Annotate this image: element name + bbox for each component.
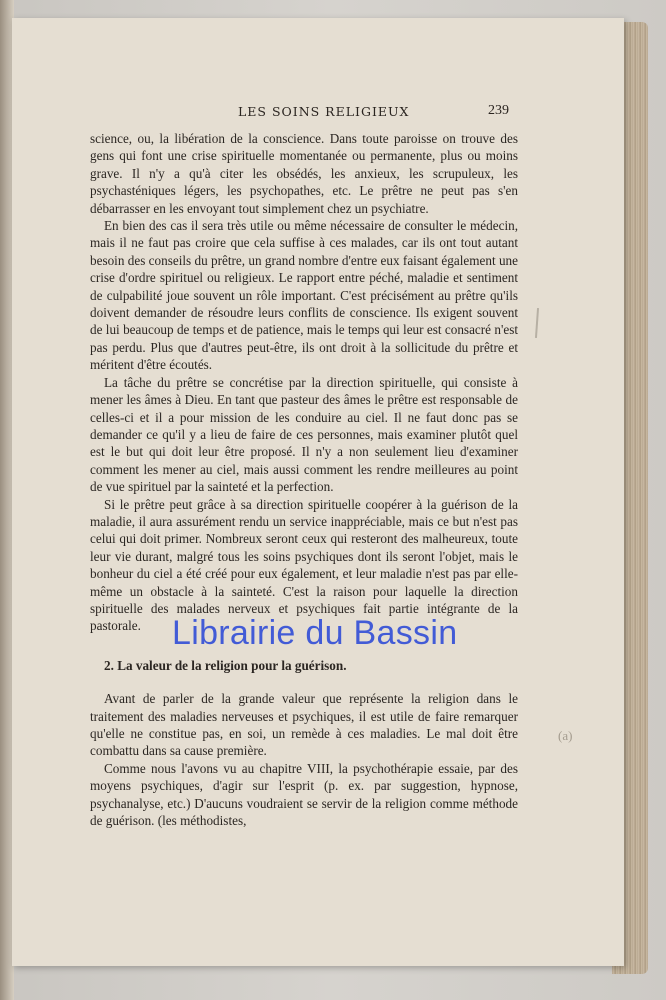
- margin-note: (a): [558, 728, 573, 743]
- paragraph: Comme nous l'avons vu au chapitre VIII, la psychothérapie essaie, par des moyens psychiques, d'agir sur l'esprit (p. ex. par suggestion, hypnose, psychanalyse, etc.) D'aucuns voudraient se servir de la religion comme méthode de guérison. (les méthodistes,: [90, 760, 518, 829]
- section-heading: 2. La valeur de la religion pour la guérison.: [104, 657, 347, 673]
- body-text: [90, 130, 518, 829]
- paragraph: Avant de parler de la grande valeur que représente la religion dans le traitement des maladies nerveuses et psychiques, il est utile de faire remarquer qu'elle ne constitue pas, en soi, un remède à ces maladies. Le mal doit être combattu dans sa cause première.: [90, 691, 518, 759]
- book-page: [12, 18, 624, 966]
- paragraph: La tâche du prêtre se concrétise par la direction spirituelle, qui consiste à mener les âmes à Dieu. En tant que pasteur des âmes le prêtre est responsable de celles-ci et il a pour mission de les conduire au ciel. Il ne faut donc pas se demander ce qu'il y a lieu de faire de ces personnes, mais examiner plutôt quel est le but qui doit leur être proposé. Il n'y a non seulement lieu d'examiner comment les mener au ciel, mais aussi comment les rendre meilleures au point de vue spirituel par la sainteté et la perfection.: [90, 374, 518, 495]
- running-head: [12, 104, 624, 124]
- watermark: Librairie du Bassin: [172, 614, 458, 652]
- paragraph: Si le prêtre peut grâce à sa direction spirituelle coopérer à la guérison de la maladie, il aura assurément rendu un service inappréciable, mais ce but n'est pas celui qui doit primer. Nombreux seront ceux qui resteront des malheureux, toute leur vie durant, malgré tous les soins psychiques dont ils seront l'objet, mais le bonheur du ciel a été créé pour eux également, et leur maladie n'est pas par elle-même un obstacle à la sainteté. C'est la raison pour laquelle la direction spirituelle des malades nerveux et psychiques fait partie intégrante de la pastorale.: [90, 496, 518, 634]
- paragraph: En bien des cas il sera très utile ou même nécessaire de consulter le médecin, mais il ne faut pas croire que cela suffise à ces malades, car ils ont tout autant besoin des conseils du prêtre, un grand nombre d'entre eux faisant également une crise d'ordre spirituel ou religieux. Le rapport entre péché, maladie et sentiment de culpabilité joue souvent un rôle important. C'est précisément au prêtre qu'ils doivent demander de résoudre leurs conflits de conscience. Ils exigent souvent de lui beaucoup de temps et de patience, mais le temps qui leur est consacré n'est pas perdu. Plus que d'autres peut-être, ils ont droit à la sollicitude du prêtre et méritent d'être écoutés.: [90, 218, 518, 373]
- paragraph: science, ou, la libération de la conscience. Dans toute paroisse on trouve des gens qui font une crise spirituelle momentanée ou permanente, plus ou moins grave. Il n'y a qu'à citer les obsédés, les anxieux, les scrupuleux, les psychasténiques légers, les psychopathes, etc. Le prêtre ne peut pas s'en débarrasser en les envoyant tout simplement chez un psychiatre.: [90, 131, 518, 216]
- page-number: 239: [488, 103, 509, 118]
- pencil-mark: [535, 308, 539, 338]
- running-title: LES SOINS RELIGIEUX: [238, 104, 410, 119]
